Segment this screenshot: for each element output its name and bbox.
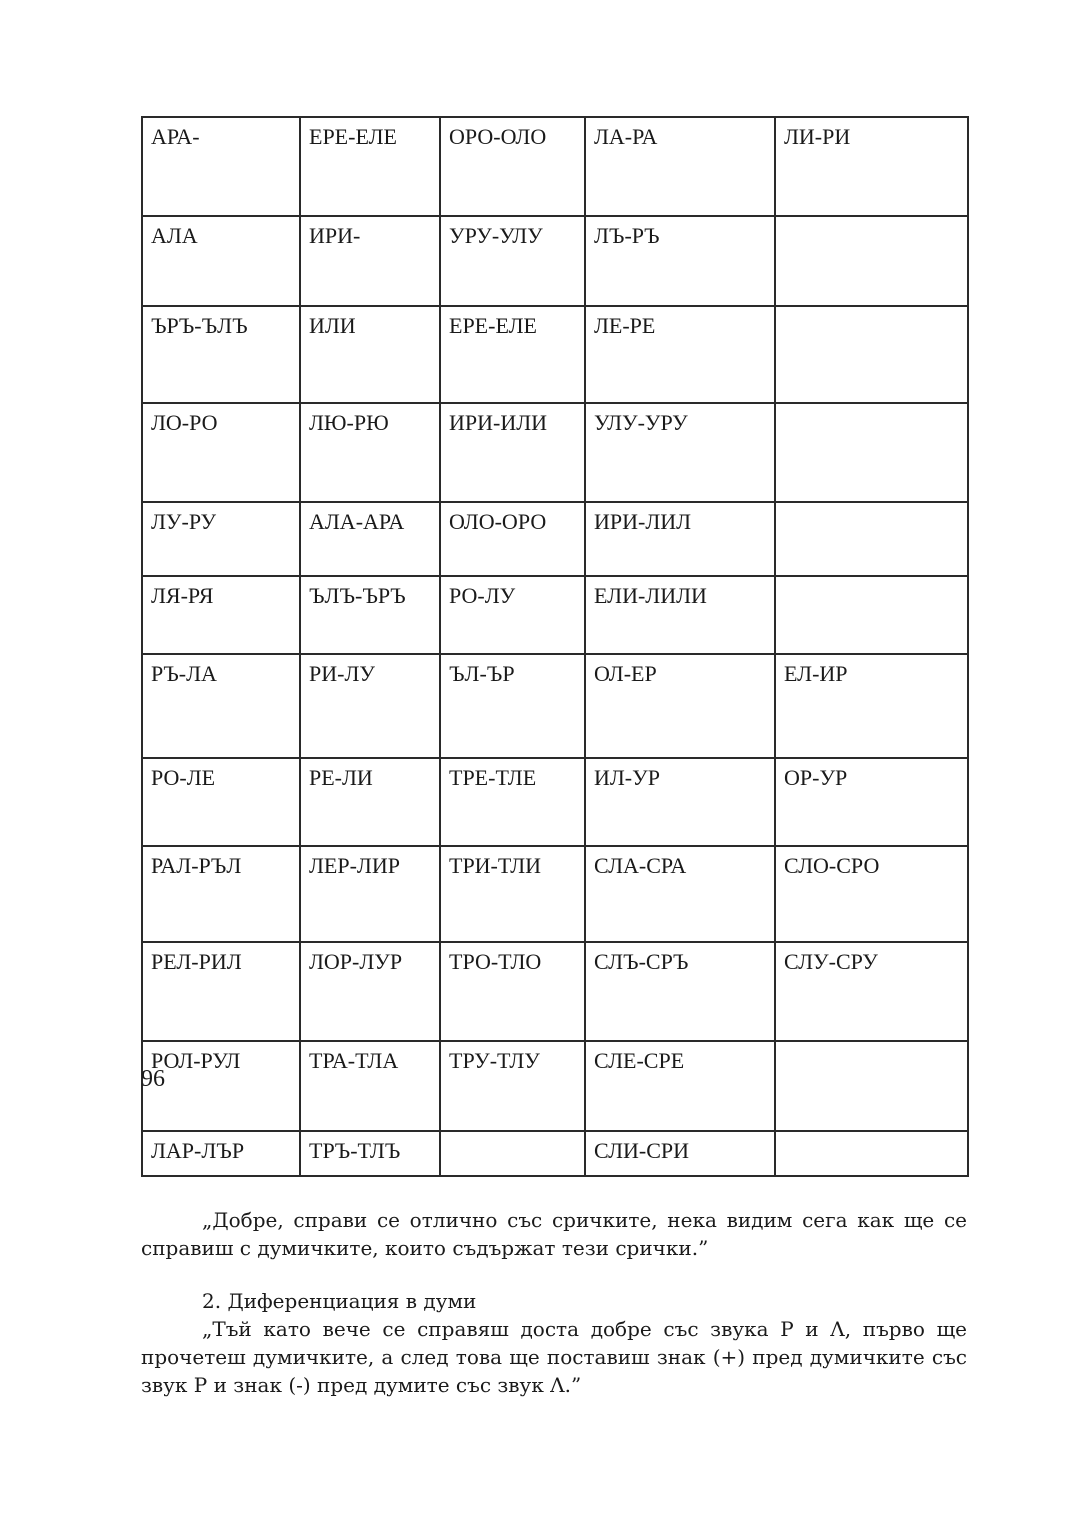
table-row	[142, 1131, 968, 1176]
table-cell	[775, 1131, 968, 1176]
table-cell: ТРЪ-ТЛЪ	[300, 1131, 440, 1176]
table-cell: ЛЕ-РЕ	[585, 306, 775, 403]
table-cell: РОЛ-РУЛ	[142, 1041, 300, 1131]
table-cell: ТРИ-ТЛИ	[440, 846, 585, 942]
table-cell: ОЛ-ЕР	[585, 654, 775, 758]
table-cell: ЛУ-РУ	[142, 502, 300, 576]
table-row	[142, 403, 968, 502]
table-cell: АРА-	[142, 117, 300, 216]
table-row	[142, 654, 968, 758]
table-cell: РИ-ЛУ	[300, 654, 440, 758]
table-cell: ЪРЪ-ЪЛЪ	[142, 306, 300, 403]
instruction-paragraph: „Тъй като вече се справяш доста добре със звука Р и Λ, първо ще прочетеш думичките, а след това ще поставиш знак (+) пред думичките със звук Р и знак (-) пред думите със звук Λ.”	[141, 1317, 967, 1397]
table-cell: РО-ЛЕ	[142, 758, 300, 846]
table-cell: ИРИ-ИЛИ	[440, 403, 585, 502]
table-cell	[775, 1041, 968, 1131]
table-cell: СЛО-СРО	[775, 846, 968, 942]
table-cell: ЛЕР-ЛИР	[300, 846, 440, 942]
table-cell: ЛО-РО	[142, 403, 300, 502]
table-cell	[775, 306, 968, 403]
syllable-table	[141, 116, 969, 1177]
table-cell: ЛА-РА	[585, 117, 775, 216]
table-cell: ТРА-ТЛА	[300, 1041, 440, 1131]
section-heading: 2. Диференциация в думи	[202, 1289, 477, 1313]
table-cell: ЛАР-ЛЪР	[142, 1131, 300, 1176]
table-cell: ЕРЕ-ЕЛЕ	[300, 117, 440, 216]
table-cell: ТРО-ТЛО	[440, 942, 585, 1041]
table-cell: ЛОР-ЛУР	[300, 942, 440, 1041]
table-cell: ЕЛИ-ЛИЛИ	[585, 576, 775, 654]
table-row	[142, 216, 968, 306]
table-cell: СЛИ-СРИ	[585, 1131, 775, 1176]
table-row	[142, 758, 968, 846]
table-cell: УЛУ-УРУ	[585, 403, 775, 502]
table-row	[142, 502, 968, 576]
table-cell: ЕРЕ-ЕЛЕ	[440, 306, 585, 403]
table-cell	[775, 576, 968, 654]
table-cell: СЛУ-СРУ	[775, 942, 968, 1041]
table-cell: ОР-УР	[775, 758, 968, 846]
table-cell: АЛА	[142, 216, 300, 306]
table-cell: ИРИ-ЛИЛ	[585, 502, 775, 576]
table-row	[142, 576, 968, 654]
table-cell	[440, 1131, 585, 1176]
table-cell	[775, 502, 968, 576]
table-cell: СЛЕ-СРЕ	[585, 1041, 775, 1131]
table-cell: ОРО-ОЛО	[440, 117, 585, 216]
table-row	[142, 942, 968, 1041]
table-cell: ЛЮ-РЮ	[300, 403, 440, 502]
table-cell: ЪЛ-ЪР	[440, 654, 585, 758]
table-row	[142, 306, 968, 403]
table-cell: ИРИ-	[300, 216, 440, 306]
table-cell: ИЛ-УР	[585, 758, 775, 846]
table-cell: ЕЛ-ИР	[775, 654, 968, 758]
table-cell: РАЛ-РЪЛ	[142, 846, 300, 942]
table-cell: РО-ЛУ	[440, 576, 585, 654]
table-row	[142, 1041, 968, 1131]
table-cell: ЛИ-РИ	[775, 117, 968, 216]
table-row	[142, 846, 968, 942]
table-cell	[775, 403, 968, 502]
table-cell: ОЛО-ОРО	[440, 502, 585, 576]
table-cell: РЪ-ЛА	[142, 654, 300, 758]
page-number: 96	[141, 1066, 165, 1092]
table-cell	[775, 216, 968, 306]
table-cell: ТРУ-ТЛУ	[440, 1041, 585, 1131]
table-cell: СЛА-СРА	[585, 846, 775, 942]
table-cell: ЪЛЪ-ЪРЪ	[300, 576, 440, 654]
table-cell: АЛА-АРА	[300, 502, 440, 576]
table-cell: ИЛИ	[300, 306, 440, 403]
table-cell: УРУ-УЛУ	[440, 216, 585, 306]
table-cell: ЛЯ-РЯ	[142, 576, 300, 654]
table-cell: РЕЛ-РИЛ	[142, 942, 300, 1041]
syllable-table-body	[142, 117, 968, 1176]
intro-paragraph: „Добре, справи се отлично със сричките, нека видим сега как ще се справиш с думичките, които съдържат тези срички.”	[141, 1208, 967, 1260]
table-cell: РЕ-ЛИ	[300, 758, 440, 846]
table-cell: ТРЕ-ТЛЕ	[440, 758, 585, 846]
table-cell: ЛЪ-РЪ	[585, 216, 775, 306]
table-row	[142, 117, 968, 216]
table-cell: СЛЪ-СРЪ	[585, 942, 775, 1041]
